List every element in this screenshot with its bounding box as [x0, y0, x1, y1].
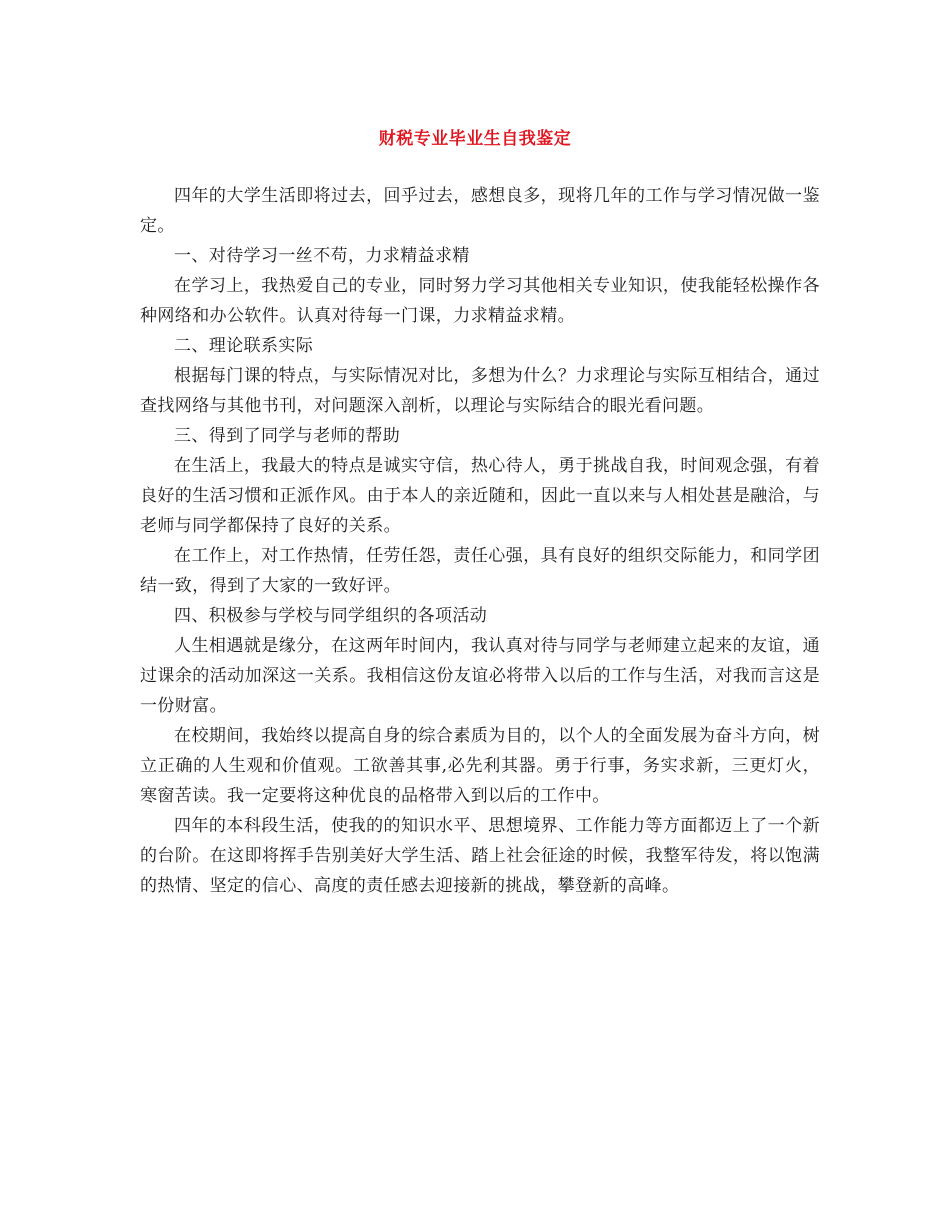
- paragraph-study: 在学习上，我热爱自己的专业，同时努力学习其他相关专业知识，使我能轻松操作各种网络和办公软件。认真对待每一门课，力求精益求精。: [140, 276, 820, 326]
- section-heading-1: 一、对待学习一丝不苟，力求精益求精: [174, 246, 470, 266]
- paragraph-intro: 四年的大学生活即将过去，回乎过去，感想良多，现将几年的工作与学习情况做一鉴定。: [140, 186, 820, 236]
- paragraph-theory-practice: 根据每门课的特点，与实际情况对比，多想为什么？力求理论与实际互相结合，通过查找网络与其他书刊，对问题深入剖析，以理论与实际结合的眼光看问题。: [140, 366, 820, 416]
- paragraph-friendship: 人生相遇就是缘分，在这两年时间内，我认真对待与同学与老师建立起来的友谊，通过课余的活动加深这一关系。我相信这份友谊必将带入以后的工作与生活，对我而言这是一份财富。: [140, 636, 820, 716]
- section-heading-2: 二、理论联系实际: [174, 336, 314, 356]
- paragraph-conclusion: 四年的本科段生活，使我的的知识水平、思想境界、工作能力等方面都迈上了一个新的台阶。在这即将挥手告别美好大学生活、踏上社会征途的时候，我整军待发，将以饱满的热情、坚定的信心、高度的责任感去迎接新的挑战，攀登新的高峰。: [140, 816, 820, 896]
- document-body: [140, 181, 820, 901]
- paragraph-life: 在生活上，我最大的特点是诚实守信，热心待人，勇于挑战自我，时间观念强，有着良好的生活习惯和正派作风。由于本人的亲近随和，因此一直以来与人相处甚是融洽，与老师与同学都保持了良好的关系。: [140, 456, 820, 536]
- section-heading-4: 四、积极参与学校与同学组织的各项活动: [174, 606, 488, 626]
- paragraph-work: 在工作上，对工作热情，任劳任怨，责任心强，具有良好的组织交际能力，和同学团结一致，得到了大家的一致好评。: [140, 546, 820, 596]
- section-heading-3: 三、得到了同学与老师的帮助: [174, 426, 401, 446]
- document-title: 财税专业毕业生自我鉴定: [378, 129, 572, 149]
- paragraph-campus: 在校期间，我始终以提高自身的综合素质为目的，以个人的全面发展为奋斗方向，树立正确的人生观和价值观。工欲善其事,必先利其器。勇于行事，务实求新，三更灯火，寒窗苦读。我一定要将这种优良的品格带入到以后的工作中。: [140, 726, 820, 806]
